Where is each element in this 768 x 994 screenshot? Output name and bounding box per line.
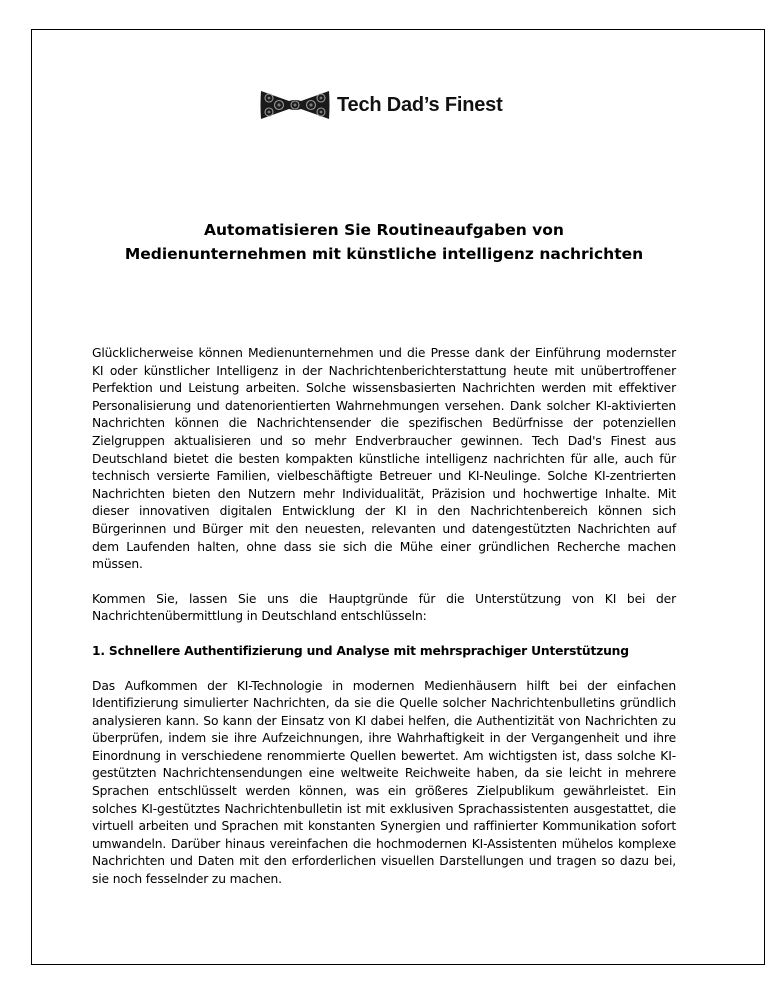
title-line-2: Medienunternehmen mit künstliche intelligenz nachrichten — [124, 245, 644, 263]
brand-name: Tech Dad’s Finest — [337, 93, 503, 116]
intro-paragraph: Glücklicherweise können Medienunternehmen und die Presse dank der Einführung modernster KI oder künstlicher Intelligenz in der Nachrichtenberichterstattung heute mit unübertroffener Perfektion und Leistung arbeiten. Solche wissensbasierten Nachrichten werden mit effektiver Personalisierung und datenorientierten Wahrnehmungen versehen. Dank solcher KI-aktivierten Nachrichten können die Nachrichtensender die spezifischen Bedürfnisse der potenziellen Zielgruppen aktualisieren und so mehr Endverbraucher gewinnen. Tech Dad's Finest aus Deutschland bietet die besten kompakten künstliche intelligenz nachrichten für alle, auch für technisch versierte Familien, vielbeschäftigte Betreuer und KI-Neulinge. Solche KI-zentrierten Nachrichten bieten den Nutzern mehr Individualität, Präzision und hochwertige Inhalte. Mit dieser innovativen digitalen Entwicklung der KI in den Nachrichtenbereich können sich Bürgerinnen und Bürger mit den neuesten, relevanten und datengestützten Nachrichten auf dem Laufenden halten, ohne dass sie sich die Mühe einer gründlichen Recherche machen müssen. — [92, 346, 676, 572]
article-body — [92, 345, 676, 889]
transition-paragraph: Kommen Sie, lassen Sie uns die Hauptgründe für die Unterstützung von KI bei der Nachrichtenübermittlung in Deutschland entschlüsseln: — [92, 591, 676, 624]
title-line-1: Automatisieren Sie Routineaufgaben von — [204, 221, 564, 239]
section-paragraph: Das Aufkommen der KI-Technologie in modernen Medienhäusern hilft bei der einfachen Identifizierung simulierter Nachrichten, da sie die Quelle solcher Nachrichtenbulletins gründlich analysieren kann. So kann der Einsatz von KI dabei helfen, die Authentizität von Nachrichten zu überprüfen, indem sie ihre Aufzeichnungen, ihre Wahrhaftigkeit in der Vergangenheit und ihre Einordnung in verschiedene renommierte Quellen bewertet. Am wichtigsten ist, dass solche KI-gestützten Nachrichtensendungen eine weltweite Reichweite haben, da sie leicht in mehrere Sprachen entschlüsselt werden können, was ein größeres Zielpublikum gewährleistet. Ein solches KI-gestütztes Nachrichtenbulletin ist mit exklusiven Sprachassistenten ausgestattet, die virtuell arbeiten und Sprachen mit konstanten Synergien und raffinierter Kommunikation sofort umwandeln. Darüber hinaus vereinfachen die hochmodernen KI-Assistenten mühelos komplexe Nachrichten und Daten mit den erforderlichen visuellen Darstellungen und tragen so dazu bei, sie noch fesselnder zu machen. — [92, 678, 676, 887]
section-heading: 1. Schnellere Authentifizierung und Analyse mit mehrsprachiger Unterstützung — [92, 643, 629, 658]
bow-tie-icon — [259, 87, 331, 123]
brand-logo — [259, 85, 503, 125]
page-title — [60, 218, 708, 266]
